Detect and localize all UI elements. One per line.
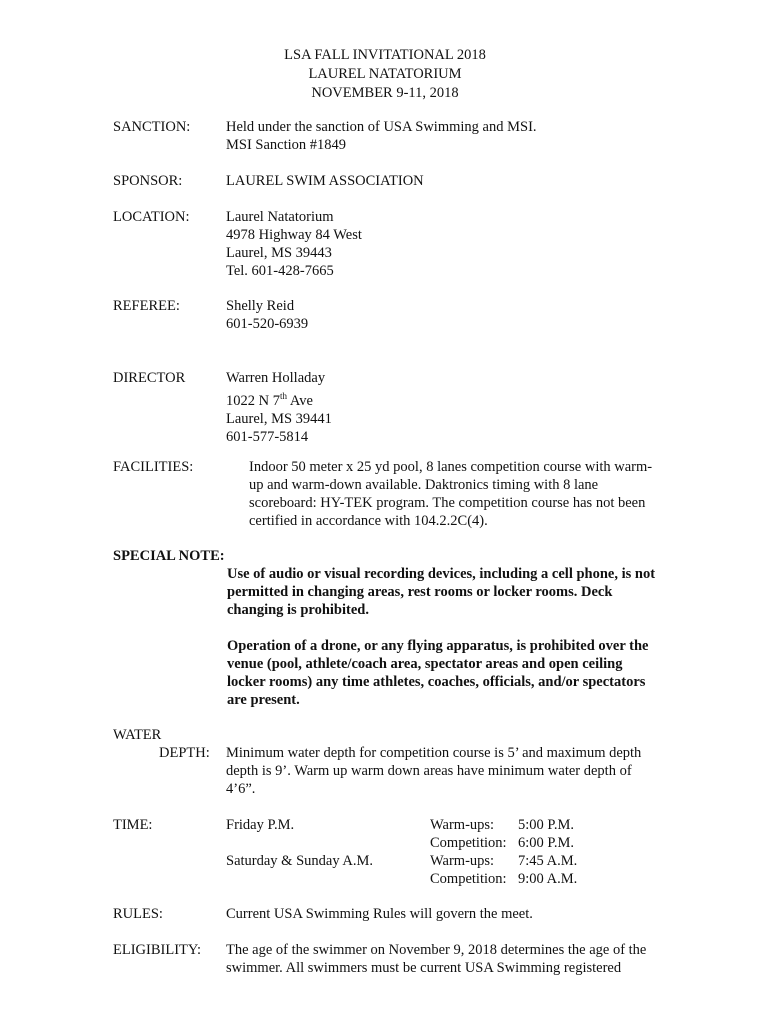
eligibility-value xyxy=(226,941,686,977)
director-address xyxy=(226,387,686,410)
director-city: Laurel, MS 39441 xyxy=(226,410,332,427)
location-line: Laurel, MS 39443 xyxy=(226,245,332,261)
note-line: venue (pool, athlete/coach area, spectator areas and open ceiling xyxy=(227,656,623,672)
sanction-label: SANCTION: xyxy=(113,119,191,135)
note-line: locker rooms) any time athletes, coaches, officials, and/or spectators xyxy=(227,674,646,690)
referee-label: REFEREE: xyxy=(113,298,180,314)
director-value xyxy=(226,369,686,446)
rules-value: Current USA Swimming Rules will govern the meet. xyxy=(226,906,533,922)
director-street-ordinal: th xyxy=(279,391,287,401)
water-label: WATER xyxy=(113,727,162,743)
director-street-suffix: Ave xyxy=(287,392,313,409)
sponsor-label: SPONSOR: xyxy=(113,173,183,189)
referee-name: Shelly Reid xyxy=(226,298,295,314)
session-time: 7:45 A.M. xyxy=(518,853,578,869)
eligibility-line: swimmer. All swimmers must be current USA Swimming registered xyxy=(226,960,622,976)
time-weekend: Saturday & Sunday A.M. xyxy=(226,853,374,869)
special-note-recording xyxy=(227,565,687,619)
note-line: Operation of a drone, or any flying apparatus, is prohibited over the xyxy=(227,638,649,654)
session-time: 5:00 P.M. xyxy=(518,817,575,833)
sponsor-value: LAUREL SWIM ASSOCIATION xyxy=(226,173,424,189)
note-line: are present. xyxy=(227,692,300,708)
session-kind: Warm-ups: xyxy=(430,817,495,833)
note-line: permitted in changing areas, rest rooms or locker rooms. Deck xyxy=(227,584,613,600)
facilities-line: Indoor 50 meter x 25 yd pool, 8 lanes competition course with warm- xyxy=(249,459,653,475)
meet-title: LSA FALL INVITATIONAL 2018 xyxy=(284,47,486,63)
special-note-drone xyxy=(227,637,687,709)
depth-line: 4’6”. xyxy=(226,781,256,797)
session-kind: Warm-ups: xyxy=(430,853,495,869)
location-line: Tel. 601-428-7665 xyxy=(226,263,334,279)
director-label: DIRECTOR xyxy=(113,370,186,386)
session-times xyxy=(518,816,577,888)
facilities-value xyxy=(249,458,689,530)
referee-phone: 601-520-6939 xyxy=(226,316,309,332)
session-kinds xyxy=(430,816,507,888)
sanction-line: Held under the sanction of USA Swimming and MSI. xyxy=(226,119,537,135)
session-kind: Competition: xyxy=(430,835,507,851)
time-label: TIME: xyxy=(113,817,153,833)
depth-line: Minimum water depth for competition course is 5’ and maximum depth xyxy=(226,745,642,761)
location-value xyxy=(226,208,686,280)
facilities-line: up and warm-down available. Daktronics timing with 8 lane xyxy=(249,477,599,493)
location-line: 4978 Highway 84 West xyxy=(226,227,362,243)
sanction-line: MSI Sanction #1849 xyxy=(226,137,347,153)
sanction-value xyxy=(226,118,686,154)
facilities-line: scoreboard: HY-TEK program. The competition course has not been xyxy=(249,495,646,511)
depth-label: DEPTH: xyxy=(159,745,210,761)
director-name: Warren Holladay xyxy=(226,370,326,386)
note-line: changing is prohibited. xyxy=(227,602,369,618)
depth-line: depth is 9’. Warm up warm down areas have minimum water depth of xyxy=(226,763,632,779)
meet-venue: LAUREL NATATORIUM xyxy=(308,66,462,82)
session-kind: Competition: xyxy=(430,871,507,887)
location-line: Laurel Natatorium xyxy=(226,209,334,225)
rules-label: RULES: xyxy=(113,906,163,922)
eligibility-line: The age of the swimmer on November 9, 2018 determines the age of the xyxy=(226,942,647,958)
session-time: 6:00 P.M. xyxy=(518,835,575,851)
note-line: Use of audio or visual recording devices, including a cell phone, is not xyxy=(227,566,656,582)
time-friday: Friday P.M. xyxy=(226,817,295,833)
meet-header xyxy=(0,46,770,103)
special-note-label: SPECIAL NOTE: xyxy=(113,548,225,564)
eligibility-label: ELIGIBILITY: xyxy=(113,942,202,958)
director-street: 1022 N 7 xyxy=(226,392,280,409)
session-time: 9:00 A.M. xyxy=(518,871,578,887)
meet-dates: NOVEMBER 9-11, 2018 xyxy=(311,85,459,101)
water-depth-value xyxy=(226,744,641,798)
director-phone: 601-577-5814 xyxy=(226,428,309,445)
facilities-line: certified in accordance with 104.2.2C(4). xyxy=(249,513,488,529)
referee-value xyxy=(226,297,686,333)
facilities-label: FACILITIES: xyxy=(113,459,194,475)
location-label: LOCATION: xyxy=(113,209,190,225)
